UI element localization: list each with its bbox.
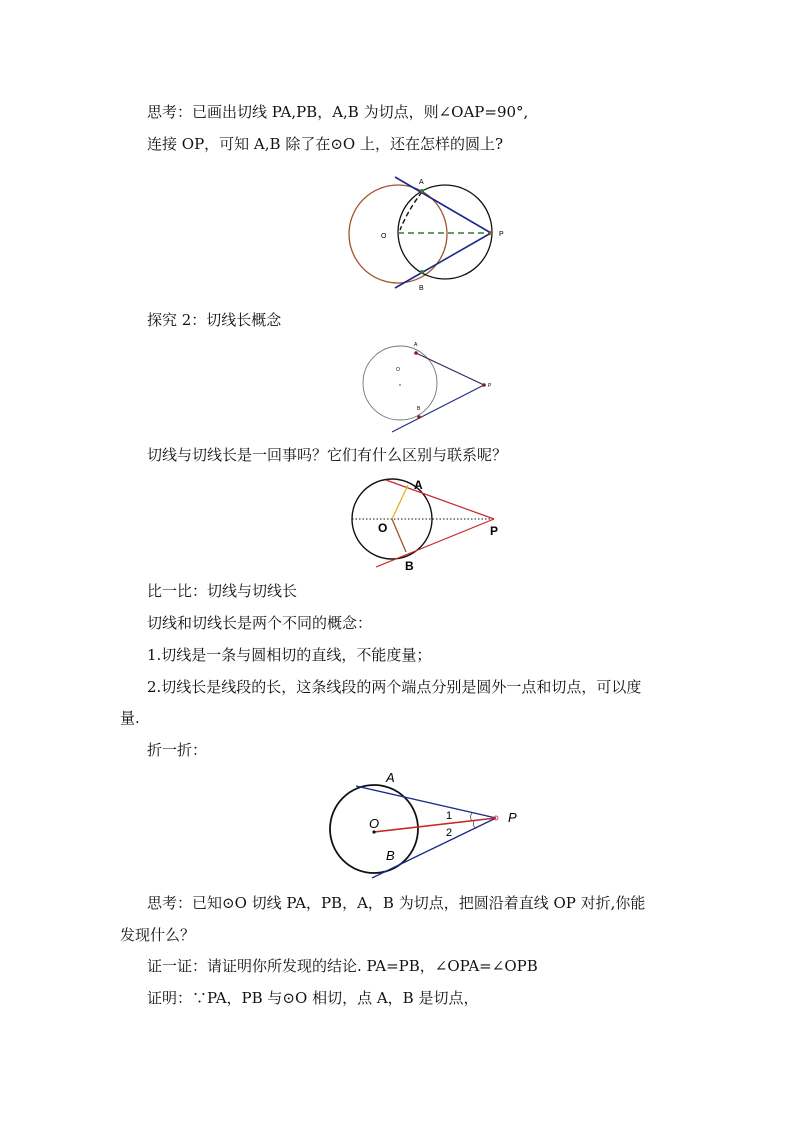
paragraph-think-1: 思考：已画出切线 PA,PB，A,B 为切点，则∠OAP=90°, bbox=[147, 103, 529, 121]
label-angle-1: 1 bbox=[446, 810, 453, 822]
list-item-2: 2.切线长是线段的长，这条线段的两个端点分别是圆外一点和切点，可以度 bbox=[147, 678, 642, 696]
section-compare: 比一比：切线与切线长 bbox=[147, 582, 298, 600]
figure-two-circles bbox=[340, 172, 540, 297]
paragraph-prove-it: 证一证：请证明你所发现的结论. PA=PB，∠OPA=∠OPB bbox=[147, 957, 538, 975]
tangent-pb bbox=[376, 519, 494, 567]
label-b: B bbox=[417, 406, 421, 412]
figure-fold bbox=[328, 766, 528, 881]
label-a: A bbox=[414, 478, 423, 492]
label-o: O bbox=[381, 233, 387, 240]
paragraph-think-2: 思考：已知⊙O 切线 PA，PB，A，B 为切点，把圆沿着直线 OP 对折,你能 bbox=[147, 894, 646, 912]
radius-oa bbox=[392, 485, 408, 519]
point-o bbox=[399, 384, 401, 386]
angle-arc-1 bbox=[471, 813, 473, 821]
section-explore-2: 探究 2：切线长概念 bbox=[147, 311, 282, 329]
label-a: A bbox=[419, 179, 424, 186]
section-fold: 折一折： bbox=[147, 741, 208, 759]
label-o: O bbox=[378, 521, 388, 535]
label-o: O bbox=[369, 816, 380, 831]
paragraph-think-2-cont: 发现什么？ bbox=[120, 926, 196, 944]
point-a bbox=[420, 189, 424, 193]
point-p bbox=[482, 383, 486, 387]
label-b: B bbox=[419, 285, 424, 292]
label-p: P bbox=[490, 524, 499, 538]
point-a bbox=[414, 351, 418, 355]
label-p: P bbox=[488, 383, 492, 389]
label-o: O bbox=[396, 367, 400, 373]
label-a: A bbox=[414, 342, 418, 348]
label-b: B bbox=[405, 559, 414, 573]
label-p: P bbox=[508, 810, 517, 825]
tangent-pa bbox=[356, 786, 496, 818]
point-b bbox=[417, 415, 421, 419]
tangent-pb bbox=[395, 233, 491, 288]
tangent-pa bbox=[416, 353, 484, 385]
segment-op bbox=[374, 818, 496, 832]
tangent-pa bbox=[386, 480, 494, 519]
radius-ob bbox=[392, 519, 406, 552]
paragraph-proof: 证明：∵PA，PB 与⊙O 相切，点 A，B 是切点， bbox=[147, 989, 479, 1007]
point-p bbox=[489, 231, 493, 235]
figure-tangent-length bbox=[358, 340, 498, 435]
label-p: P bbox=[499, 231, 504, 238]
label-a: A bbox=[386, 770, 395, 785]
label-angle-2: 2 bbox=[446, 827, 453, 839]
label-b: B bbox=[386, 848, 395, 863]
point-b bbox=[420, 270, 424, 274]
paragraph-think-1-cont: 连接 OP，可知 A,B 除了在⊙O 上，还在怎样的圆上? bbox=[147, 135, 503, 153]
list-item-2-cont: 量. bbox=[120, 709, 140, 727]
list-item-1: 1.切线是一条与圆相切的直线，不能度量； bbox=[147, 646, 432, 664]
circle-op bbox=[398, 185, 492, 279]
paragraph-concepts: 切线和切线长是两个不同的概念： bbox=[147, 614, 373, 632]
tangent-pb bbox=[392, 385, 484, 432]
figure-tangent-compare bbox=[348, 475, 508, 575]
paragraph-question: 切线与切线长是一回事吗？它们有什么区别与联系呢？ bbox=[147, 446, 508, 464]
